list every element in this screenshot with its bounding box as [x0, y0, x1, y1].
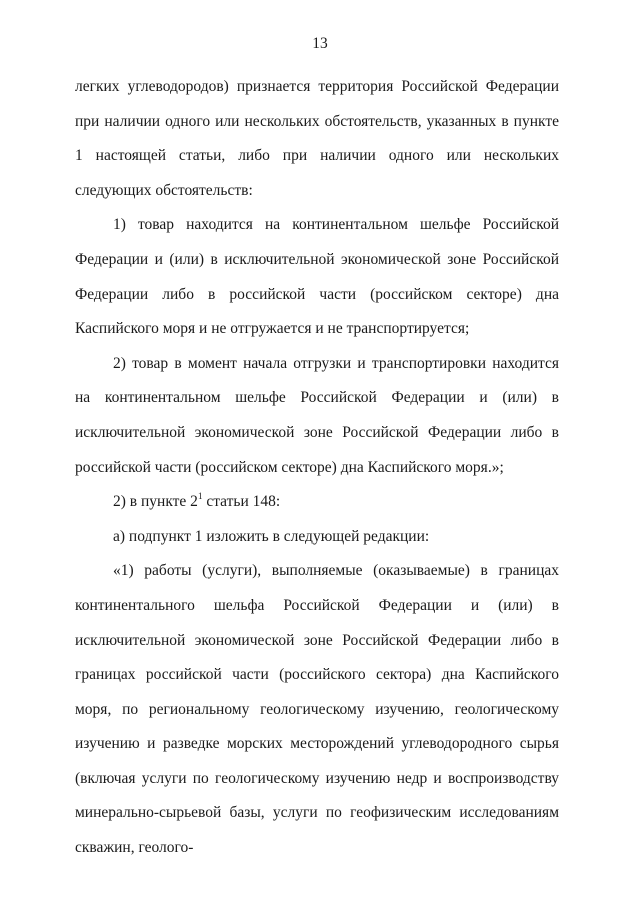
paragraph-point-2-text-before: 2) в пункте 2 — [113, 493, 198, 511]
paragraph-point-2 — [75, 485, 559, 520]
paragraph-point-2-text-after: статьи 148: — [202, 493, 281, 511]
paragraph-continuation: легких углеводородов) признается территория Российской Федерации при наличии одного или нескольких обстоятельств, указанных в пункте 1 настоящей статьи, либо при наличии одного или нескольких следующих обстоятельств: — [75, 78, 559, 199]
paragraph-item-2: 2) товар в момент начала отгрузки и транспортировки находится на континентальном шельфе Российской Федерации и (или) в исключительной экономической зоне Российской Федерации либо в российской части (российском секторе) дна Каспийского моря.»; — [75, 354, 559, 476]
paragraph-point-2-superscript: 1 — [197, 491, 203, 502]
document-body — [75, 70, 559, 866]
paragraph-subpoint-a: а) подпункт 1 изложить в следующей редакции: — [113, 527, 430, 545]
page-number: 13 — [312, 35, 328, 52]
paragraph-quoted-item-1: «1) работы (услуги), выполняемые (оказываемые) в границах континентального шельфа Российской Федерации и (или) в исключительной экономической зоне Российской Федерации либо в границах российской части (российского сектора) дна Каспийского моря, по региональному геологическому изучению, геологическому изучению и разведке морских месторождений углеводородного сырья (включая услуги по геологическому изучению недр и воспроизводству минерально-сырьевой базы, услуги по геофизическим исследованиям скважин, геолого- — [75, 562, 559, 857]
paragraph-item-1: 1) товар находится на континентальном шельфе Российской Федерации и (или) в исключительной экономической зоне Российской Федерации либо в российской части (российском секторе) дна Каспийского моря и не отгружается и не транспортируется; — [75, 216, 559, 338]
